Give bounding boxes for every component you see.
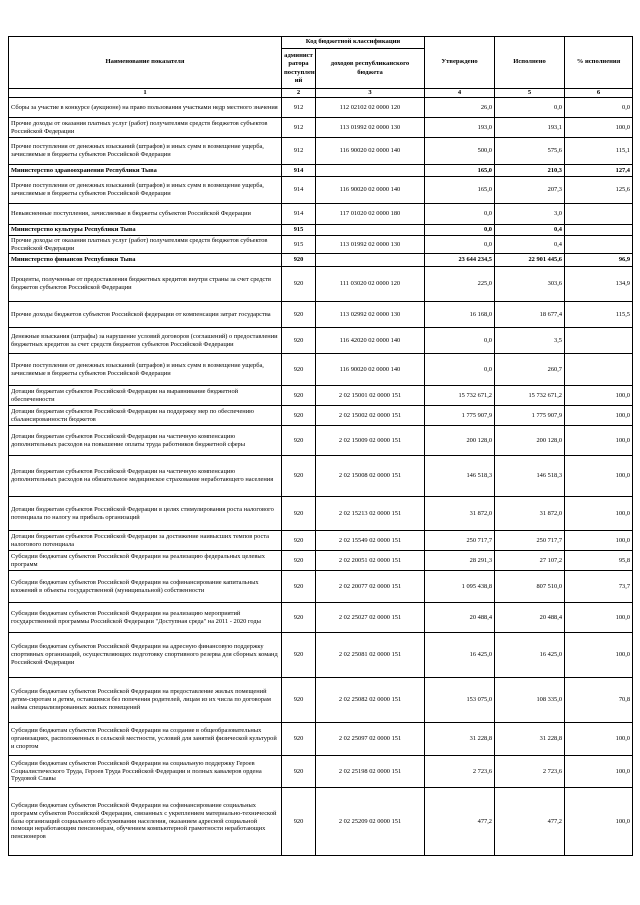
row-admin-code: 915	[282, 236, 316, 254]
row-name: Дотации бюджетам субъектов Российской Федерации на поддержку мер по обеспечению сбалансированности бюджетов	[9, 406, 282, 426]
row-percent: 100,0	[565, 723, 633, 756]
row-admin-code: 912	[282, 118, 316, 138]
header-name: Наименование показателя	[9, 37, 282, 89]
table-row	[9, 328, 633, 354]
row-name: Прочие доходы бюджетов субъектов Российской федерации от компенсации затрат государства	[9, 302, 282, 328]
row-percent: 115,5	[565, 302, 633, 328]
row-name: Прочие поступления от денежных взысканий (штрафов) и иных сумм в возмещение ущерба, зачисляемые в бюджеты субъектов Российской Федерации	[9, 138, 282, 165]
row-percent	[565, 354, 633, 386]
row-percent: 0,0	[565, 98, 633, 118]
row-income-code: 2 02 15213 02 0000 151	[316, 497, 425, 531]
table-row	[9, 603, 633, 633]
row-income-code: 2 02 15008 02 0000 151	[316, 456, 425, 497]
row-approved: 500,0	[425, 138, 495, 165]
row-percent: 96,9	[565, 254, 633, 267]
row-approved: 2 723,6	[425, 756, 495, 788]
header-admin: админист ратора поступлен ий	[282, 49, 316, 89]
row-approved: 193,0	[425, 118, 495, 138]
row-approved: 165,0	[425, 177, 495, 204]
row-admin-code: 914	[282, 165, 316, 177]
row-name: Сборы за участие в конкурсе (аукционе) на право пользования участками недр местного значения	[9, 98, 282, 118]
row-percent: 100,0	[565, 386, 633, 406]
row-percent: 100,0	[565, 497, 633, 531]
row-executed: 18 677,4	[495, 302, 565, 328]
row-percent: 127,4	[565, 165, 633, 177]
row-income-code: 116 90020 02 0000 140	[316, 177, 425, 204]
table-row	[9, 236, 633, 254]
row-approved: 16 425,0	[425, 633, 495, 678]
table-row	[9, 204, 633, 225]
row-admin-code: 920	[282, 267, 316, 302]
row-percent: 100,0	[565, 426, 633, 456]
row-executed: 3,5	[495, 328, 565, 354]
row-approved: 31 228,8	[425, 723, 495, 756]
row-approved: 0,0	[425, 328, 495, 354]
row-admin-code: 920	[282, 633, 316, 678]
table-row	[9, 177, 633, 204]
row-income-code: 2 02 25198 02 0000 151	[316, 756, 425, 788]
row-name: Субсидии бюджетам субъектов Российской Федерации на реализацию федеральных целевых программ	[9, 551, 282, 571]
row-admin-code: 920	[282, 678, 316, 723]
table-row	[9, 756, 633, 788]
row-admin-code: 920	[282, 406, 316, 426]
row-executed: 207,3	[495, 177, 565, 204]
table-row	[9, 406, 633, 426]
row-approved: 250 717,7	[425, 531, 495, 551]
row-income-code: 116 90020 02 0000 140	[316, 354, 425, 386]
column-number: 4	[425, 89, 495, 98]
row-admin-code: 920	[282, 328, 316, 354]
row-executed: 22 901 445,6	[495, 254, 565, 267]
row-income-code: 2 02 15001 02 0000 151	[316, 386, 425, 406]
row-admin-code: 912	[282, 98, 316, 118]
row-percent: 115,1	[565, 138, 633, 165]
table-row	[9, 138, 633, 165]
row-admin-code: 920	[282, 497, 316, 531]
row-approved: 15 732 671,2	[425, 386, 495, 406]
row-name: Прочие поступления от денежных взысканий (штрафов) и иных сумм в возмещение ущерба, зачисляемые в бюджеты субъектов Российской Федерации	[9, 354, 282, 386]
row-income-code: 117 01020 02 0000 180	[316, 204, 425, 225]
row-percent: 100,0	[565, 456, 633, 497]
table-section-row	[9, 254, 633, 267]
table-row	[9, 354, 633, 386]
row-executed: 31 872,0	[495, 497, 565, 531]
row-executed: 3,0	[495, 204, 565, 225]
row-percent	[565, 236, 633, 254]
row-approved: 0,0	[425, 236, 495, 254]
row-income-code: 2 02 15002 02 0000 151	[316, 406, 425, 426]
row-income-code: 2 02 25027 02 0000 151	[316, 603, 425, 633]
row-approved: 0,0	[425, 354, 495, 386]
row-approved: 0,0	[425, 225, 495, 236]
row-admin-code: 920	[282, 723, 316, 756]
row-approved: 146 518,3	[425, 456, 495, 497]
table-row	[9, 426, 633, 456]
row-admin-code: 920	[282, 756, 316, 788]
row-income-code: 2 02 20051 02 0000 151	[316, 551, 425, 571]
row-income-code: 111 03020 02 0000 120	[316, 267, 425, 302]
row-executed: 27 107,2	[495, 551, 565, 571]
row-executed: 0,0	[495, 98, 565, 118]
row-percent: 73,7	[565, 571, 633, 603]
row-executed: 31 228,8	[495, 723, 565, 756]
row-executed: 260,7	[495, 354, 565, 386]
row-admin-code: 920	[282, 354, 316, 386]
row-admin-code: 915	[282, 225, 316, 236]
row-name: Прочие доходы от оказания платных услуг (работ) получателями средств бюджетов субъектов Российской Федерации	[9, 118, 282, 138]
row-executed: 200 128,0	[495, 426, 565, 456]
row-approved: 26,0	[425, 98, 495, 118]
table-row	[9, 723, 633, 756]
row-name: Прочие доходы от оказания платных услуг (работ) получателями средств бюджетов субъектов Российской Федерации	[9, 236, 282, 254]
row-admin-code: 914	[282, 204, 316, 225]
row-name: Субсидии бюджетам субъектов Российской Федерации на социальную поддержку Героев Социалистического Труда, Героев Труда Российской Федерации и полных кавалеров ордена Трудовой Славы	[9, 756, 282, 788]
row-income-code: 113 02992 02 0000 130	[316, 302, 425, 328]
row-income-code: 2 02 20077 02 0000 151	[316, 571, 425, 603]
row-percent: 70,8	[565, 678, 633, 723]
table-row	[9, 386, 633, 406]
row-executed: 1 775 907,9	[495, 406, 565, 426]
row-income-code: 2 02 25082 02 0000 151	[316, 678, 425, 723]
row-executed: 146 518,3	[495, 456, 565, 497]
table-row	[9, 118, 633, 138]
row-executed: 807 510,0	[495, 571, 565, 603]
row-admin-code: 920	[282, 571, 316, 603]
row-approved: 31 872,0	[425, 497, 495, 531]
row-executed: 303,6	[495, 267, 565, 302]
row-percent: 100,0	[565, 788, 633, 856]
row-percent	[565, 204, 633, 225]
table-row	[9, 678, 633, 723]
row-admin-code: 920	[282, 456, 316, 497]
row-approved: 225,0	[425, 267, 495, 302]
row-name: Дотации бюджетам субъектов Российской Федерации на частичную компенсацию дополнительных расходов на обязательное медицинское страхование неработающего населения	[9, 456, 282, 497]
header-approved: Утверждено	[425, 37, 495, 89]
header-kbk-group: Код бюджетной классификации	[282, 37, 425, 49]
row-approved: 28 291,3	[425, 551, 495, 571]
row-income-code: 116 42020 02 0000 140	[316, 328, 425, 354]
row-approved: 23 644 234,5	[425, 254, 495, 267]
row-name: Субсидии бюджетам субъектов Российской Федерации на создание в общеобразовательных организациях, расположенных в сельской местности, условий для занятий физической культурой и спортом	[9, 723, 282, 756]
row-executed: 0,4	[495, 236, 565, 254]
row-name: Проценты, полученные от предоставления бюджетных кредитов внутри страны за счет средств бюджетов субъектов Российской Федерации	[9, 267, 282, 302]
column-numbers-row	[9, 89, 633, 98]
row-percent	[565, 225, 633, 236]
header-executed: Исполнено	[495, 37, 565, 89]
row-income-code	[316, 165, 425, 177]
column-number: 6	[565, 89, 633, 98]
row-approved: 1 775 907,9	[425, 406, 495, 426]
row-executed: 477,2	[495, 788, 565, 856]
row-approved: 477,2	[425, 788, 495, 856]
row-name: Невыясненные поступления, зачисляемые в бюджеты субъектов Российской Федерации	[9, 204, 282, 225]
row-percent: 125,6	[565, 177, 633, 204]
row-percent: 95,8	[565, 551, 633, 571]
row-approved: 165,0	[425, 165, 495, 177]
row-name: Субсидии бюджетам субъектов Российской Федерации на реализацию мероприятий государственной программы Российской Федерации "Доступная среда" на 2011 - 2020 годы	[9, 603, 282, 633]
table-row	[9, 302, 633, 328]
row-name: Министерство культуры Республики Тыва	[9, 225, 282, 236]
row-approved: 153 075,0	[425, 678, 495, 723]
row-approved: 0,0	[425, 204, 495, 225]
table-row	[9, 788, 633, 856]
row-name: Денежные взыскания (штрафы) за нарушение условий договоров (соглашений) о предоставлении бюджетных кредитов за счет средств бюджетов субъектов Российской Федерации	[9, 328, 282, 354]
row-approved: 16 168,0	[425, 302, 495, 328]
header-percent: % исполнения	[565, 37, 633, 89]
column-number: 5	[495, 89, 565, 98]
row-executed: 0,4	[495, 225, 565, 236]
table-row	[9, 497, 633, 531]
table-row	[9, 267, 633, 302]
row-income-code: 2 02 25209 02 0000 151	[316, 788, 425, 856]
row-admin-code: 920	[282, 531, 316, 551]
row-income-code: 113 01992 02 0000 130	[316, 118, 425, 138]
row-percent	[565, 328, 633, 354]
budget-table	[8, 36, 633, 856]
row-name: Дотации бюджетам субъектов Российской Федерации за достижение наивысших темпов роста налогового потенциала	[9, 531, 282, 551]
row-name: Дотации бюджетам субъектов Российской Федерации на частичную компенсацию дополнительных расходов на повышение оплаты труда работников бюджетной сферы	[9, 426, 282, 456]
row-executed: 210,3	[495, 165, 565, 177]
row-executed: 193,1	[495, 118, 565, 138]
row-admin-code: 920	[282, 788, 316, 856]
row-income-code	[316, 225, 425, 236]
table-section-row	[9, 165, 633, 177]
row-admin-code: 920	[282, 302, 316, 328]
row-executed: 20 488,4	[495, 603, 565, 633]
row-executed: 15 732 671,2	[495, 386, 565, 406]
row-admin-code: 912	[282, 138, 316, 165]
table-row	[9, 571, 633, 603]
table-row	[9, 98, 633, 118]
row-admin-code: 920	[282, 254, 316, 267]
header-income: доходов республиканского бюджета	[316, 49, 425, 89]
column-number: 1	[9, 89, 282, 98]
row-percent: 134,9	[565, 267, 633, 302]
table-row	[9, 633, 633, 678]
table-section-row	[9, 225, 633, 236]
row-name: Министерство здравоохранения Республики Тыва	[9, 165, 282, 177]
row-income-code: 2 02 15009 02 0000 151	[316, 426, 425, 456]
row-name: Субсидии бюджетам субъектов Российской Федерации на софинансирование социальных программ субъектов Российской Федерации, связанных с укреплением материально-технической базы организаций социального обслуживания населения, оказанием адресной социальной помощи неработающим пенсионерам, обучением компьютерной грамотности неработающих пенсионеров	[9, 788, 282, 856]
row-name: Субсидии бюджетам субъектов Российской Федерации на адресную финансовую поддержку спортивных организаций, осуществляющих подготовку спортивного резерва для сборных команд Российской Федерации	[9, 633, 282, 678]
row-name: Прочие поступления от денежных взысканий (штрафов) и иных сумм в возмещение ущерба, зачисляемые в бюджеты субъектов Российской Федерации	[9, 177, 282, 204]
row-income-code: 113 01992 02 0000 130	[316, 236, 425, 254]
row-name: Субсидии бюджетам субъектов Российской Федерации на предоставление жилых помещений детям-сиротам и детям, оставшимся без попечения родителей, лицам из их числа по договорам найма специализированных жилых помещений	[9, 678, 282, 723]
row-percent: 100,0	[565, 633, 633, 678]
row-name: Министерство финансов Республики Тыва	[9, 254, 282, 267]
row-executed: 108 335,0	[495, 678, 565, 723]
row-admin-code: 914	[282, 177, 316, 204]
row-executed: 16 425,0	[495, 633, 565, 678]
row-income-code: 2 02 25097 02 0000 151	[316, 723, 425, 756]
row-approved: 200 128,0	[425, 426, 495, 456]
row-executed: 250 717,7	[495, 531, 565, 551]
table-row	[9, 551, 633, 571]
row-percent: 100,0	[565, 603, 633, 633]
row-income-code: 2 02 25081 02 0000 151	[316, 633, 425, 678]
row-name: Дотации бюджетам субъектов Российской Федерации в целях стимулирования роста налогового потенциала по налогу на прибыль организаций	[9, 497, 282, 531]
table-row	[9, 456, 633, 497]
row-admin-code: 920	[282, 426, 316, 456]
row-percent: 100,0	[565, 531, 633, 551]
row-executed: 575,6	[495, 138, 565, 165]
row-admin-code: 920	[282, 551, 316, 571]
row-approved: 20 488,4	[425, 603, 495, 633]
row-name: Субсидии бюджетам субъектов Российской Федерации на софинансирование капитальных вложений в объекты государственной (муниципальной) собственности	[9, 571, 282, 603]
row-admin-code: 920	[282, 386, 316, 406]
row-approved: 1 095 438,8	[425, 571, 495, 603]
row-admin-code: 920	[282, 603, 316, 633]
column-number: 2	[282, 89, 316, 98]
row-percent: 100,0	[565, 406, 633, 426]
column-number: 3	[316, 89, 425, 98]
row-income-code: 2 02 15549 02 0000 151	[316, 531, 425, 551]
row-income-code: 112 02102 02 0000 120	[316, 98, 425, 118]
row-percent: 100,0	[565, 756, 633, 788]
row-name: Дотации бюджетам субъектов Российской Федерации на выравнивание бюджетной обеспеченности	[9, 386, 282, 406]
table-row	[9, 531, 633, 551]
row-income-code	[316, 254, 425, 267]
row-income-code: 116 90020 02 0000 140	[316, 138, 425, 165]
row-percent: 100,0	[565, 118, 633, 138]
row-executed: 2 723,6	[495, 756, 565, 788]
